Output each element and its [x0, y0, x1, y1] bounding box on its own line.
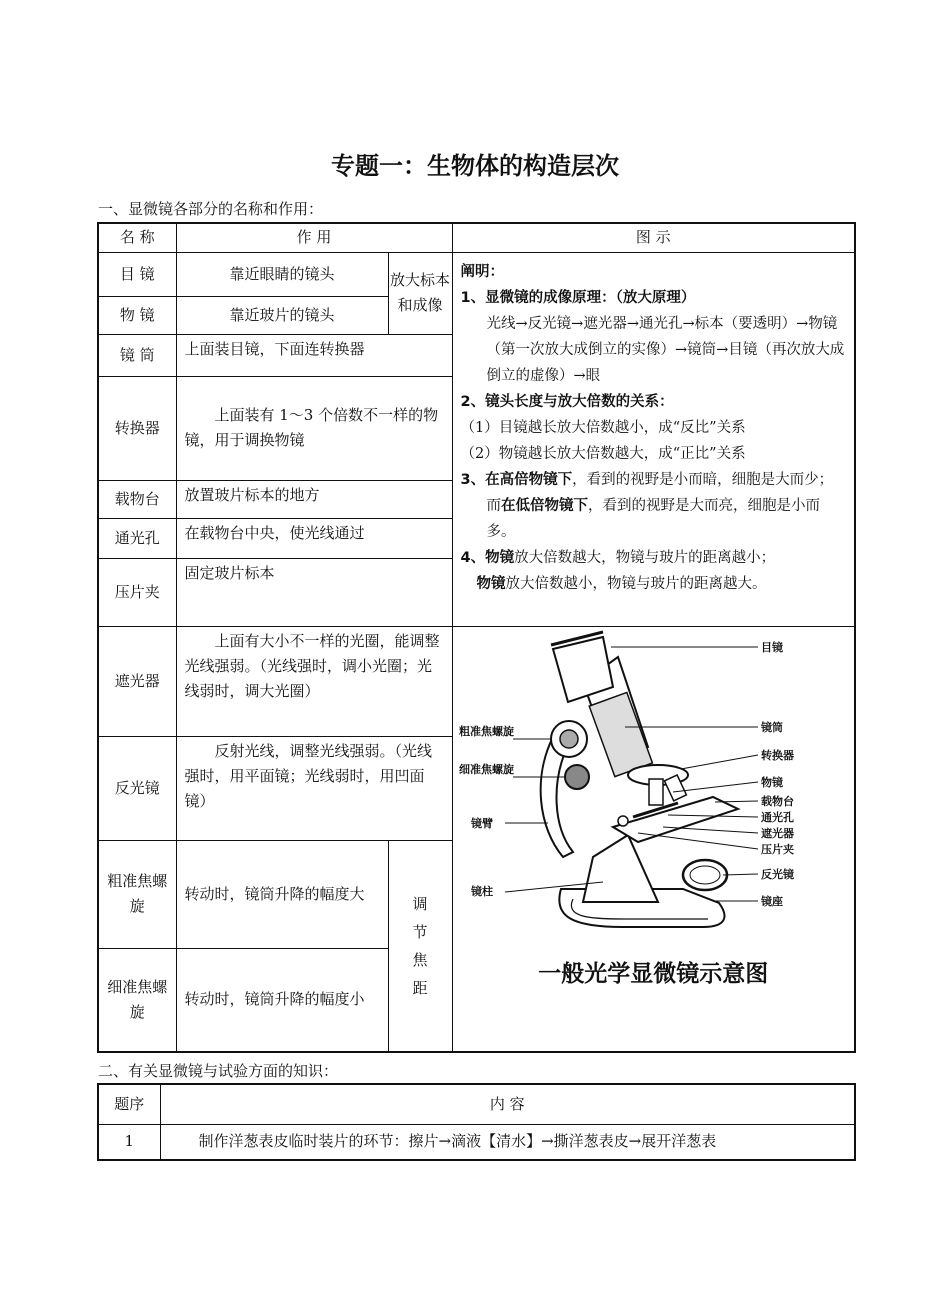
- part-name: 通光孔: [98, 518, 176, 558]
- part-function: 固定玻片标本: [176, 558, 452, 626]
- shared-magnify-cell: 放大标本和成像: [388, 252, 452, 334]
- shared-focus-cell: 调节焦距: [388, 840, 452, 1052]
- part-name: 粗准焦螺 旋: [98, 840, 176, 948]
- part-name: 遮光器: [98, 626, 176, 736]
- header-content: 内 容: [160, 1084, 855, 1124]
- label-mirror: 反光镜: [760, 867, 794, 881]
- experiment-table: [97, 1083, 856, 1161]
- field-of-view-note: 3、在高倍物镜下，看到的视野是小而暗，细胞是大而少；而在低倍物镜下，看到的视野是大而亮，细胞是小而多。: [460, 471, 834, 540]
- part-name: 压片夹: [98, 558, 176, 626]
- label-arm: 镜臂: [470, 816, 493, 830]
- label-stage: 载物台: [760, 794, 794, 808]
- page-title: 专题一：生物体的构造层次: [331, 152, 619, 180]
- part-function: 放置玻片标本的地方: [176, 480, 452, 518]
- microscope-diagram: [453, 627, 852, 942]
- pillar-shape: [583, 835, 658, 902]
- part-function: 转动时，镜筒升降的幅度小: [176, 948, 388, 1052]
- label-fine-knob: 细准焦螺旋: [458, 762, 514, 776]
- eyepiece-relation: （1）目镜越长放大倍数越小，成“反比”关系: [460, 419, 746, 436]
- part-function: 上面装有 1～3 个倍数不一样的物镜，用于调换物镜: [176, 376, 452, 480]
- header-name: 名 称: [98, 223, 176, 252]
- part-name: 细准焦螺 旋: [98, 948, 176, 1052]
- distance-note-2: 物镜放大倍数越小，物镜与玻片的距离越大。: [476, 575, 767, 592]
- diagram-caption: 一般光学显微镜示意图: [538, 960, 769, 987]
- part-function: 靠近眼睛的镜头: [176, 252, 388, 296]
- principle-title: 1、显微镜的成像原理：（放大原理）: [460, 289, 696, 306]
- part-function: 在载物台中央，使光线通过: [176, 518, 452, 558]
- part-name: 物 镜: [98, 296, 176, 334]
- objective-relation: （2）物镜越长放大倍数越大，成“正比”关系: [460, 445, 746, 462]
- label-aperture: 通光孔: [760, 810, 794, 824]
- label-tube: 镜筒: [760, 720, 783, 734]
- part-name: 反光镜: [98, 736, 176, 840]
- microscope-parts-table: [97, 222, 856, 1053]
- part-name: 转换器: [98, 376, 176, 480]
- section-heading-2: 二、有关显微镜与试验方面的知识：: [98, 1062, 339, 1080]
- label-objective: 物镜: [760, 775, 783, 789]
- part-name: 载物台: [98, 480, 176, 518]
- principle-body: 光线→反光镜→遮光器→通光孔→标本（要透明）→物镜（第一次放大成倒立的实像）→镜筒→目镜（再次放大成倒立的虚像）→眼: [486, 315, 845, 384]
- part-function: 上面有大小不一样的光圈，能调整光线强弱。（光线强时，调小光圈；光线弱时，调大光圈）: [176, 626, 452, 736]
- part-function: 转动时，镜筒升降的幅度大: [176, 840, 388, 948]
- label-pillar: 镜柱: [470, 884, 493, 898]
- distance-note: 4、物镜放大倍数越大，物镜与玻片的距离越小；: [460, 549, 776, 566]
- header-no: 题序: [98, 1084, 160, 1124]
- label-diaphragm: 遮光器: [760, 826, 794, 840]
- row-content: 制作洋葱表皮临时装片的环节：擦片→滴液【清水】→撕洋葱表皮→展开洋葱表: [160, 1124, 855, 1160]
- header-diagram: 图 示: [452, 223, 855, 252]
- label-nosepiece: 转换器: [760, 748, 794, 762]
- part-function: 反射光线，调整光线强弱。（光线强时，用平面镜；光线弱时，用凹面镜）: [176, 736, 452, 840]
- label-coarse-knob: 粗准焦螺旋: [458, 724, 514, 738]
- fine-knob-shape: [565, 765, 589, 789]
- length-relation-title: 2、镜头长度与放大倍数的关系：: [460, 393, 674, 410]
- label-base: 镜座: [760, 894, 783, 908]
- explanation-cell: [452, 252, 855, 626]
- explanation-heading: 阐明：: [460, 263, 505, 280]
- row-no: 1: [98, 1124, 160, 1160]
- part-name: 目 镜: [98, 252, 176, 296]
- header-function: 作 用: [176, 223, 452, 252]
- part-name: 镜 筒: [98, 334, 176, 376]
- part-function: 靠近玻片的镜头: [176, 296, 388, 334]
- diagram-cell: [452, 626, 855, 1052]
- label-clip: 压片夹: [760, 842, 794, 856]
- part-function: 上面装目镜，下面连转换器: [176, 334, 452, 376]
- section-heading-1: 一、显微镜各部分的名称和作用：: [98, 200, 324, 218]
- label-eyepiece: 目镜: [760, 640, 783, 654]
